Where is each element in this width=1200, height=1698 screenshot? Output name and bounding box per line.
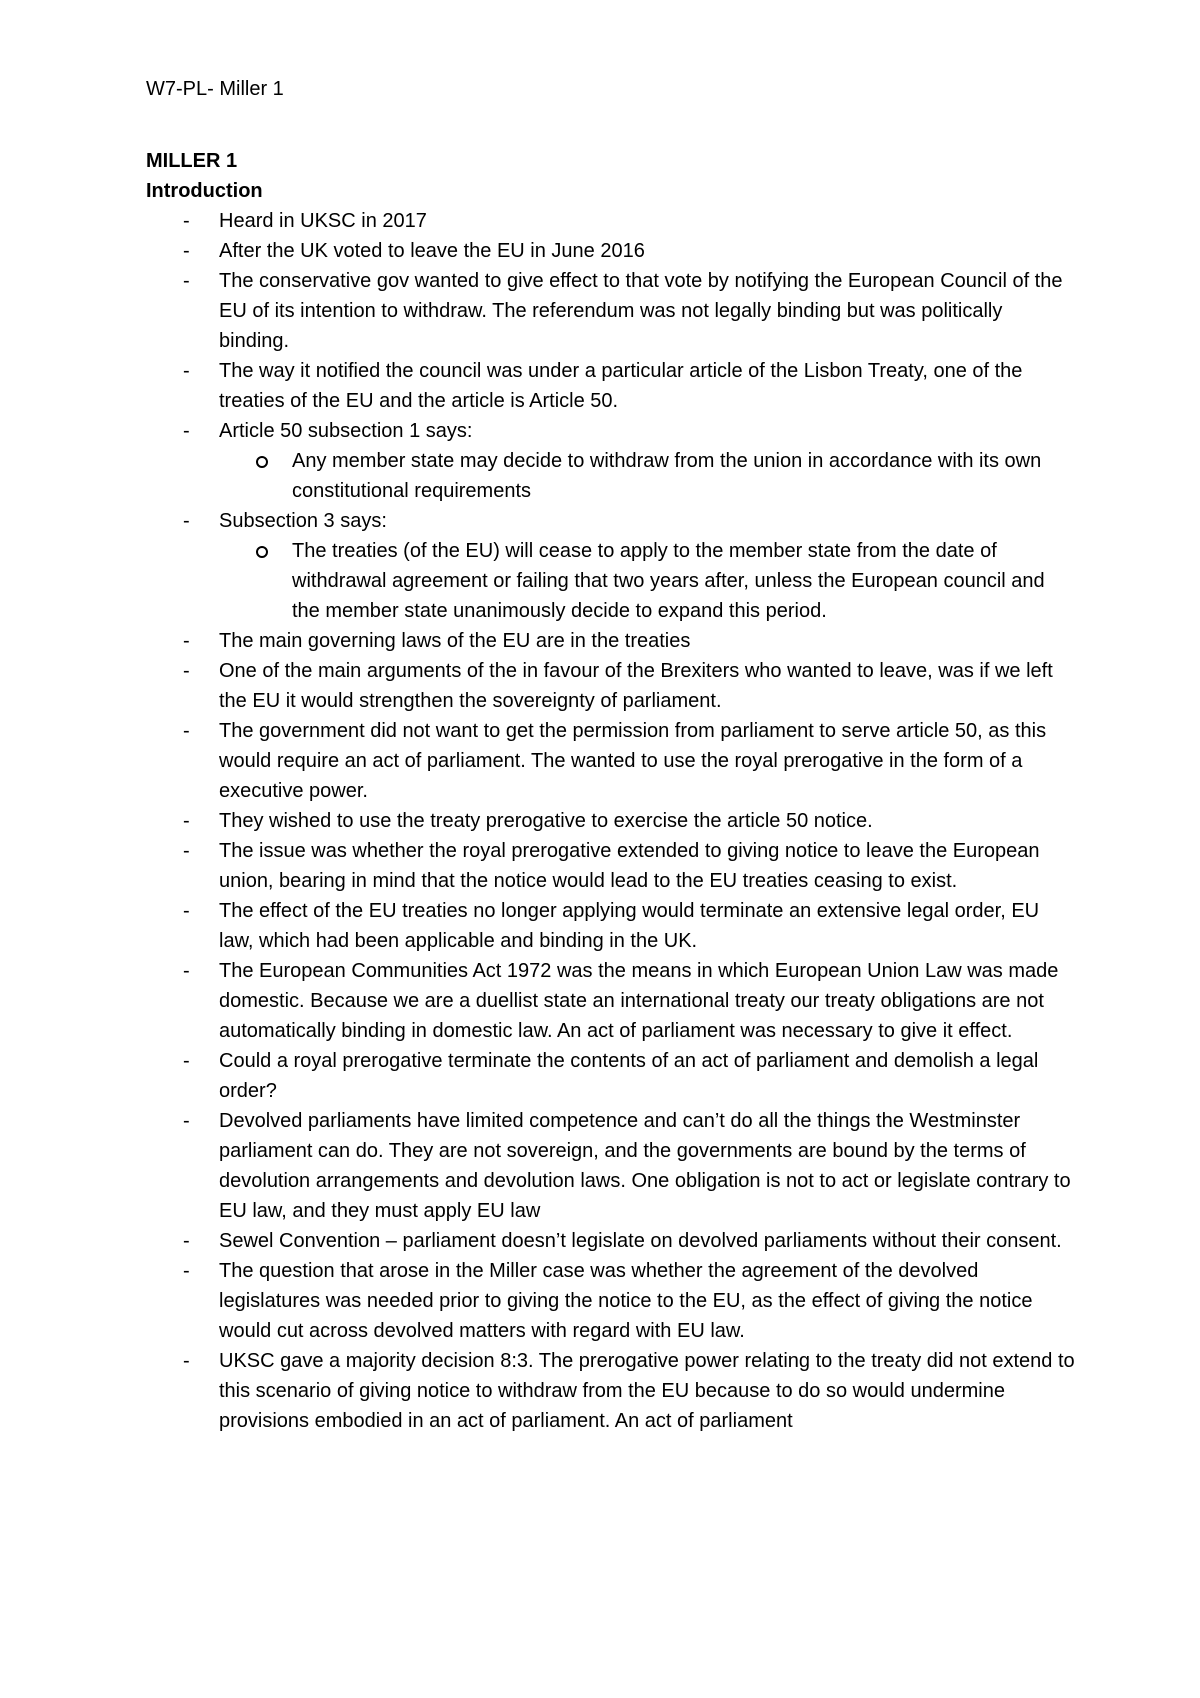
bullet-dash-icon: - [183, 630, 190, 652]
bullet-dash-icon: - [183, 210, 190, 232]
list-item [146, 716, 1076, 806]
list-item [146, 1106, 1076, 1226]
list-item-text: The main governing laws of the EU are in the treaties [219, 630, 691, 652]
list-item-text: Sewel Convention – parliament doesn’t legislate on devolved parliaments without their consent. [219, 1230, 1062, 1252]
bullet-dash-icon: - [183, 420, 190, 442]
document-header: W7-PL- Miller 1 [146, 78, 284, 100]
page-title: MILLER 1 [146, 150, 238, 172]
circle-bullet-icon [256, 546, 268, 558]
sub-bullet-list [219, 446, 1076, 506]
bullet-dash-icon: - [183, 270, 190, 292]
document-body [146, 146, 1076, 1436]
sub-list-item [219, 536, 1076, 626]
bullet-dash-icon: - [183, 660, 190, 682]
list-item [146, 1256, 1076, 1346]
bullet-dash-icon: - [183, 720, 190, 742]
bullet-dash-icon: - [183, 1050, 190, 1072]
list-item-text: The issue was whether the royal prerogative extended to giving notice to leave the European union, bearing in mind that the notice would lead to the EU treaties ceasing to exist. [219, 840, 1040, 892]
sub-bullet-list [219, 536, 1076, 626]
list-item [146, 236, 1076, 266]
bullet-dash-icon: - [183, 510, 190, 532]
list-item-text: The European Communities Act 1972 was the means in which European Union Law was made domestic. Because we are a duellist state an international treaty our treaty obligations are not automatically binding in domestic law. An act of parliament was necessary to give it effect. [219, 960, 1059, 1042]
list-item-text: Devolved parliaments have limited competence and can’t do all the things the Westminster parliament can do. They are not sovereign, and the governments are bound by the terms of devolution arrangements and devolution laws. One obligation is not to act or legislate contrary to EU law, and they must apply EU law [219, 1110, 1071, 1222]
list-item [146, 1046, 1076, 1106]
bullet-dash-icon: - [183, 1230, 190, 1252]
section-heading: Introduction [146, 180, 263, 202]
list-item [146, 656, 1076, 716]
bullet-dash-icon: - [183, 960, 190, 982]
list-item-text: Could a royal prerogative terminate the contents of an act of parliament and demolish a legal order? [219, 1050, 1039, 1102]
list-item-text: The question that arose in the Miller case was whether the agreement of the devolved legislatures was needed prior to giving the notice to the EU, as the effect of giving the notice would cut across devolved matters with regard with EU law. [219, 1260, 1033, 1342]
list-item [146, 956, 1076, 1046]
list-item-text: UKSC gave a majority decision 8:3. The prerogative power relating to the treaty did not extend to this scenario of giving notice to withdraw from the EU because to do so would undermine provisions embodied in an act of parliament. An act of parliament [219, 1350, 1075, 1432]
list-item [146, 416, 1076, 506]
bullet-dash-icon: - [183, 1350, 190, 1372]
bullet-dash-icon: - [183, 240, 190, 262]
list-item [146, 896, 1076, 956]
list-item [146, 1226, 1076, 1256]
list-item [146, 836, 1076, 896]
list-item-text: The conservative gov wanted to give effect to that vote by notifying the European Council of the EU of its intention to withdraw. The referendum was not legally binding but was politically binding. [219, 270, 1063, 352]
sub-list-item [219, 446, 1076, 506]
list-item [146, 626, 1076, 656]
list-item-text: Subsection 3 says: [219, 510, 387, 532]
list-item-text: After the UK voted to leave the EU in June 2016 [219, 240, 645, 262]
list-item [146, 356, 1076, 416]
list-item [146, 1346, 1076, 1436]
list-item [146, 506, 1076, 626]
list-item [146, 806, 1076, 836]
bullet-dash-icon: - [183, 900, 190, 922]
list-item [146, 266, 1076, 356]
bullet-list [146, 206, 1076, 1436]
list-item-text: The way it notified the council was under a particular article of the Lisbon Treaty, one of the treaties of the EU and the article is Article 50. [219, 360, 1023, 412]
bullet-dash-icon: - [183, 840, 190, 862]
bullet-dash-icon: - [183, 1110, 190, 1132]
list-item-text: The effect of the EU treaties no longer applying would terminate an extensive legal order, EU law, which had been applicable and binding in the UK. [219, 900, 1040, 952]
list-item-text: They wished to use the treaty prerogative to exercise the article 50 notice. [219, 810, 873, 832]
sub-list-item-text: Any member state may decide to withdraw from the union in accordance with its own constitutional requirements [292, 450, 1042, 502]
list-item [146, 206, 1076, 236]
list-item-text: Article 50 subsection 1 says: [219, 420, 473, 442]
list-item-text: One of the main arguments of the in favour of the Brexiters who wanted to leave, was if we left the EU it would strengthen the sovereignty of parliament. [219, 660, 1053, 712]
bullet-dash-icon: - [183, 810, 190, 832]
list-item-text: Heard in UKSC in 2017 [219, 210, 427, 232]
circle-bullet-icon [256, 456, 268, 468]
list-item-text: The government did not want to get the permission from parliament to serve article 50, as this would require an act of parliament. The wanted to use the royal prerogative in the form of a executive power. [219, 720, 1047, 802]
sub-list-item-text: The treaties (of the EU) will cease to apply to the member state from the date of withdrawal agreement or failing that two years after, unless the European council and the member state unanimously decide to expand this period. [292, 540, 1045, 622]
bullet-dash-icon: - [183, 1260, 190, 1282]
bullet-dash-icon: - [183, 360, 190, 382]
